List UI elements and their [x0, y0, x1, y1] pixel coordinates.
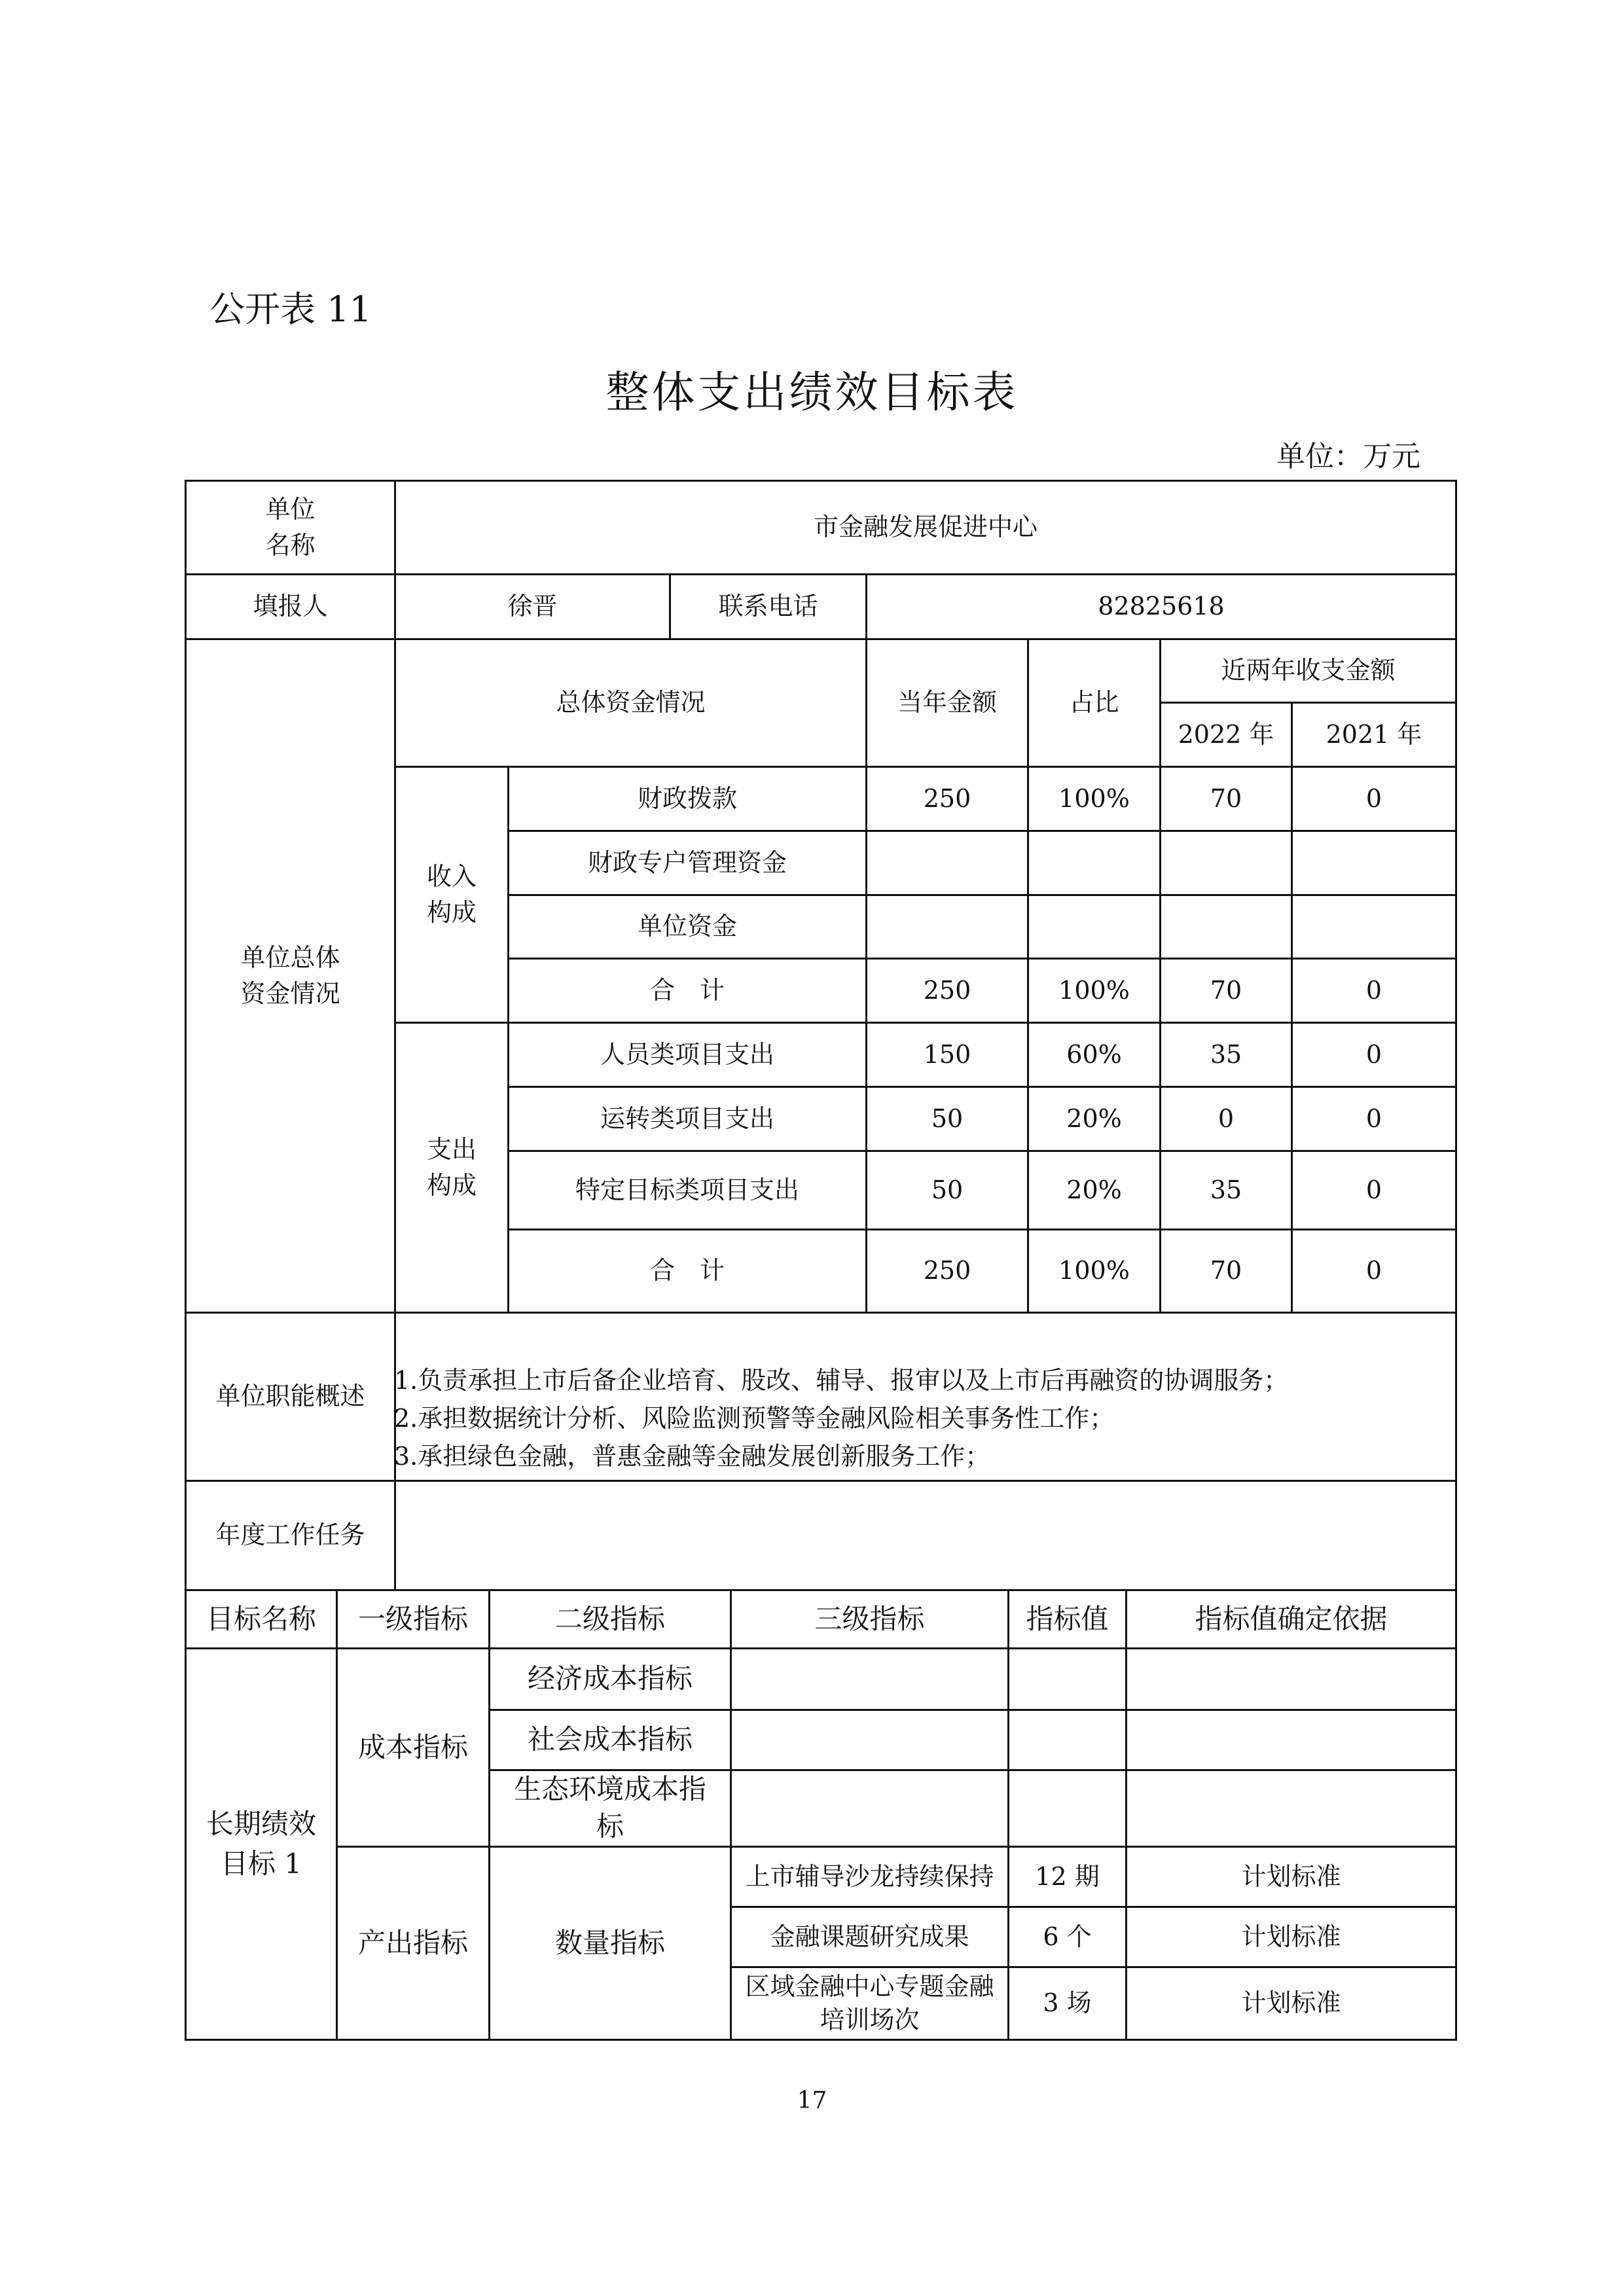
header-basis: 指标值确定依据: [1195, 1602, 1388, 1635]
cost-value: [1009, 1711, 1125, 1769]
cost-level3: [732, 1649, 1007, 1709]
document-title: 整体支出绩效目标表: [605, 367, 1019, 418]
overall-funds-label: 总体资金情况: [556, 688, 706, 717]
output-basis: 计划标准: [1241, 1861, 1341, 1891]
output-level3: 区域金融中心专题金融 培训场次: [745, 1971, 994, 2034]
duty-item-3: 3.承担绿色金融，普惠金融等金融发展创新服务工作；: [394, 1442, 990, 1471]
cost-basis: [1127, 1771, 1455, 1846]
income-row-2021: [1293, 832, 1455, 894]
output-basis: 计划标准: [1241, 1922, 1341, 1951]
expense-row-amount: 50: [931, 1103, 964, 1133]
page-number: 17: [797, 2087, 827, 2114]
expense-row-ratio: 20%: [1066, 1175, 1122, 1204]
income-total-2021: 0: [1365, 975, 1382, 1005]
income-total-label: 合 计: [649, 975, 725, 1005]
income-row-amount: [867, 832, 1027, 894]
cost-value: [1009, 1649, 1125, 1709]
cost-level3: [732, 1771, 1007, 1846]
expense-total-ratio: 100%: [1058, 1256, 1130, 1285]
income-row-2021: 0: [1365, 783, 1382, 813]
filler-label: 填报人: [253, 592, 328, 621]
income-row-label: 单位资金: [637, 912, 737, 941]
income-row-2022: [1161, 896, 1291, 958]
income-row-2021: [1293, 896, 1455, 958]
public-table-label: 公开表 11: [209, 289, 372, 330]
col-ratio: 占比: [1069, 688, 1119, 717]
col-year-2021: 2021 年: [1326, 719, 1422, 749]
income-row-ratio: 100%: [1058, 783, 1130, 813]
income-row-ratio: [1029, 896, 1159, 958]
cost-level2: 生态环境成本指 标: [513, 1773, 706, 1842]
income-row-amount: 250: [923, 783, 971, 813]
filler-value: 徐晋: [507, 592, 558, 621]
unit-name-value: 市金融发展促进中心: [813, 512, 1038, 542]
income-total-amount: 250: [923, 975, 971, 1005]
col-year-2022: 2022 年: [1178, 719, 1274, 749]
header-level1: 一级指标: [357, 1602, 468, 1635]
expense-row-label: 人员类项目支出: [600, 1039, 774, 1069]
cost-basis: [1127, 1711, 1455, 1769]
output-level3: 上市辅导沙龙持续保持: [745, 1861, 994, 1891]
cost-value: [1009, 1771, 1125, 1846]
unit-label: 单位：万元: [1276, 440, 1420, 474]
col-current-amount: 当年金额: [897, 688, 997, 717]
income-row-2022: [1161, 832, 1291, 894]
expense-total-label: 合 计: [649, 1256, 725, 1285]
goal-name: 长期绩效 目标 1: [206, 1807, 316, 1880]
expense-row-ratio: 60%: [1066, 1039, 1122, 1069]
expense-row-2021: 0: [1365, 1175, 1382, 1204]
income-total-ratio: 100%: [1058, 975, 1130, 1005]
header-level3: 三级指标: [814, 1602, 925, 1635]
cost-level2: 经济成本指标: [527, 1662, 693, 1695]
income-row-amount: [867, 896, 1027, 958]
income-row-label: 财政专户管理资金: [587, 848, 787, 877]
expense-row-2022: 35: [1210, 1039, 1242, 1069]
col-recent-two-years: 近两年收支金额: [1221, 656, 1396, 685]
cost-level3: [732, 1711, 1007, 1769]
expense-row-2022: 35: [1210, 1175, 1242, 1204]
duty-item-1: 1.负责承担上市后备企业培育、股改、辅导、报审以及上市后再融资的协调服务；: [394, 1366, 1289, 1395]
cost-indicator-label: 成本指标: [357, 1731, 468, 1763]
expense-row-2022: 0: [1218, 1103, 1235, 1133]
expense-row-label: 运转类项目支出: [600, 1103, 774, 1133]
expense-total-2022: 70: [1210, 1256, 1242, 1285]
funds-section-label: 单位总体 资金情况: [240, 942, 340, 1008]
annual-tasks-label: 年度工作任务: [215, 1520, 365, 1550]
header-goal-name: 目标名称: [206, 1602, 316, 1635]
income-total-2022: 70: [1210, 975, 1242, 1005]
phone-label: 联系电话: [718, 592, 818, 621]
header-level2: 二级指标: [554, 1602, 665, 1635]
income-group-label: 收入 构成: [426, 861, 477, 927]
output-value: 6 个: [1043, 1922, 1092, 1951]
phone-value: 82825618: [1098, 592, 1225, 621]
expense-row-label: 特定目标类项目支出: [575, 1175, 799, 1204]
expense-row-amount: 50: [931, 1175, 964, 1204]
output-indicator-label: 产出指标: [357, 1926, 468, 1959]
duty-item-2: 2.承担数据统计分析、风险监测预警等金融风险相关事务性工作；: [394, 1404, 1115, 1433]
cost-basis: [1127, 1649, 1455, 1709]
output-level3: 金融课题研究成果: [770, 1922, 969, 1951]
header-value: 指标值: [1026, 1602, 1109, 1635]
output-value: 3 场: [1043, 1988, 1092, 2018]
expense-total-amount: 250: [923, 1256, 971, 1285]
cost-level2: 社会成本指标: [527, 1723, 693, 1756]
expense-group-label: 支出 构成: [426, 1134, 477, 1200]
output-value: 12 期: [1035, 1861, 1100, 1891]
expense-row-2021: 0: [1365, 1103, 1382, 1133]
income-row-2022: 70: [1210, 783, 1242, 813]
unit-name-label: 单位 名称: [265, 494, 316, 560]
expense-row-amount: 150: [923, 1039, 971, 1069]
expense-row-2021: 0: [1365, 1039, 1382, 1069]
output-basis: 计划标准: [1241, 1988, 1341, 2018]
expense-row-ratio: 20%: [1066, 1103, 1122, 1133]
annual-tasks-value: [396, 1482, 1455, 1589]
duties-label: 单位职能概述: [215, 1382, 365, 1411]
expense-total-2021: 0: [1365, 1256, 1382, 1285]
income-row-ratio: [1029, 832, 1159, 894]
quantity-indicator-label: 数量指标: [554, 1926, 665, 1959]
income-row-label: 财政拨款: [637, 783, 737, 813]
